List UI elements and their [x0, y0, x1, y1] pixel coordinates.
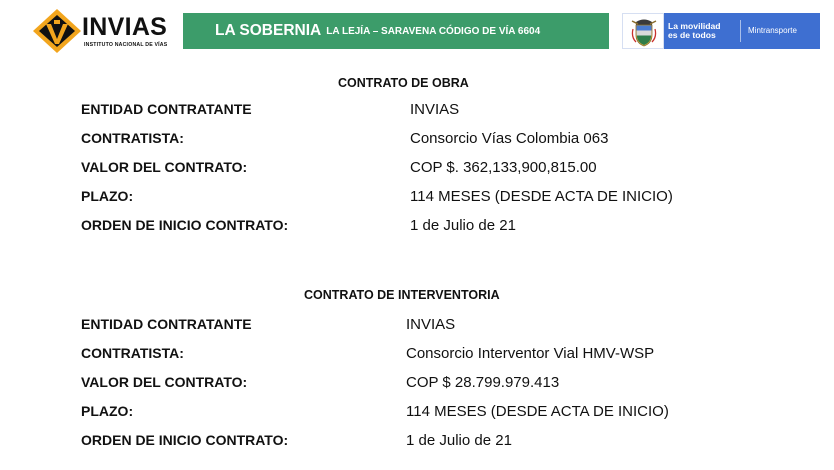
- row-label: VALOR DEL CONTRATO:: [81, 374, 248, 390]
- invias-logo: [32, 8, 172, 54]
- project-banner: [183, 13, 609, 49]
- row-value: Consorcio Interventor Vial HMV-WSP: [406, 345, 655, 362]
- row-label: PLAZO:: [81, 188, 134, 204]
- row-value: Consorcio Vías Colombia 063: [410, 130, 609, 147]
- section-title: CONTRATO DE OBRA: [338, 76, 469, 90]
- contract-row: [81, 217, 781, 239]
- banner-title: LA SOBERNIA: [215, 22, 322, 39]
- row-value: INVIAS: [406, 316, 456, 333]
- gov-divider: [740, 20, 741, 42]
- contract-row: [81, 130, 781, 152]
- logo-subtitle: INSTITUTO NACIONAL DE VÍAS: [84, 42, 168, 48]
- row-value: INVIAS: [410, 101, 460, 118]
- contract-row: [81, 159, 781, 181]
- row-label: CONTRATISTA:: [81, 345, 184, 361]
- row-label: ENTIDAD CONTRATANTE: [81, 101, 252, 117]
- government-motto: [668, 22, 721, 40]
- row-value: COP $ 28.799.979.413: [406, 374, 560, 391]
- contract-row: [81, 345, 781, 367]
- row-label: VALOR DEL CONTRATO:: [81, 159, 248, 175]
- row-value: 114 MESES (DESDE ACTA DE INICIO): [410, 188, 673, 205]
- logo-name: INVIAS: [82, 13, 168, 41]
- row-label: ENTIDAD CONTRATANTE: [81, 316, 252, 332]
- motto-line-1: La movilidad: [668, 21, 721, 31]
- row-value: 114 MESES (DESDE ACTA DE INICIO): [406, 403, 669, 420]
- row-label: ORDEN DE INICIO CONTRATO:: [81, 217, 289, 233]
- row-value: COP $. 362,133,900,815.00: [410, 159, 597, 176]
- contract-row: [81, 316, 781, 338]
- banner-subtitle: LA LEJÍA – SARAVENA CÓDIGO DE VÍA 6604: [326, 25, 541, 37]
- contract-row: [81, 403, 781, 425]
- motto-line-2: es de todos: [668, 30, 716, 40]
- contract-row: [81, 101, 781, 123]
- contract-row: [81, 432, 781, 454]
- row-label: PLAZO:: [81, 403, 134, 419]
- coat-of-arms-box: [622, 13, 664, 49]
- contract-row: [81, 188, 781, 210]
- contract-row: [81, 374, 781, 396]
- section-title: CONTRATO DE INTERVENTORIA: [304, 288, 500, 302]
- row-label: ORDEN DE INICIO CONTRATO:: [81, 432, 289, 448]
- ministry-name: Mintransporte: [748, 26, 797, 35]
- row-value: 1 de Julio de 21: [406, 432, 512, 449]
- invias-diamond-icon: [32, 8, 82, 54]
- row-value: 1 de Julio de 21: [410, 217, 516, 234]
- row-label: CONTRATISTA:: [81, 130, 184, 146]
- coat-of-arms-icon: [630, 17, 658, 47]
- government-banner: [622, 13, 820, 49]
